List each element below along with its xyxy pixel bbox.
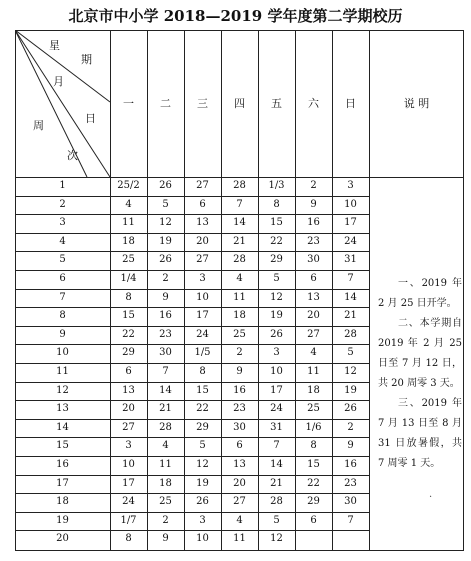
date-cell: 15 (270, 217, 283, 229)
date-cell: 23 (344, 477, 357, 489)
date-cell: 9 (347, 440, 354, 452)
date-cell: 11 (122, 217, 135, 229)
date-cell: 9 (236, 366, 243, 377)
date-cell: 8 (125, 291, 132, 303)
date-cell: 17 (196, 310, 209, 322)
date-cell: 8 (310, 440, 317, 452)
date-cell: 4 (236, 273, 243, 284)
date-cell: 28 (344, 328, 357, 340)
corner-label-ci: 次 (67, 149, 78, 162)
date-cell: 11 (159, 459, 172, 470)
calendar-table (15, 30, 464, 551)
week-number: 11 (56, 366, 69, 377)
date-cell: 19 (196, 477, 209, 489)
date-cell: 31 (270, 421, 283, 433)
date-cell: 12 (344, 366, 357, 377)
date-cell: 10 (196, 291, 209, 303)
week-number: 6 (59, 273, 66, 284)
date-cell: 8 (125, 533, 132, 545)
date-cell: 20 (233, 477, 246, 489)
date-cell: 14 (344, 291, 357, 303)
remark-1: 一、2019 年 2 月 25 日开学。 (378, 278, 462, 309)
page-title: 北京市中小学 2018—2019 学年度第二学期校历 (68, 7, 403, 25)
date-cell: 2 (162, 514, 169, 526)
date-cell: 30 (344, 496, 357, 508)
date-cell: 15 (196, 384, 209, 396)
date-cell: 16 (233, 384, 246, 396)
date-cell (332, 530, 369, 549)
date-cell: 20 (196, 235, 209, 247)
date-cell: 23 (233, 403, 246, 415)
date-cell: 18 (307, 384, 320, 396)
date-cell: 21 (270, 477, 283, 489)
date-cell: 24 (270, 403, 283, 415)
date-cell: 12 (270, 533, 283, 545)
week-number: 4 (59, 235, 66, 247)
date-cell: 3 (125, 440, 132, 452)
date-cell: 26 (270, 328, 283, 340)
date-cell: 5 (273, 273, 280, 284)
date-cell: 24 (196, 328, 209, 340)
date-cell: 15 (122, 310, 135, 322)
date-cell: 11 (233, 533, 246, 545)
date-cell: 29 (122, 347, 135, 359)
date-cell: 19 (159, 235, 172, 247)
date-cell: 2 (347, 421, 354, 433)
date-cell: 18 (159, 477, 172, 489)
date-cell: 25 (233, 328, 246, 340)
date-cell: 2 (162, 273, 169, 284)
date-cell: 12 (159, 217, 172, 229)
week-number: 10 (56, 347, 69, 359)
week-number: 3 (59, 217, 66, 229)
date-cell: 10 (344, 198, 357, 210)
date-cell: 28 (233, 254, 246, 266)
date-cell: 27 (307, 328, 320, 340)
week-number: 8 (59, 310, 66, 322)
date-cell: 29 (307, 496, 320, 508)
date-cell: 27 (196, 254, 209, 266)
date-cell: 21 (344, 310, 357, 322)
date-cell: 11 (307, 366, 320, 377)
date-cell: 21 (159, 403, 172, 415)
day-header-sun: 日 (345, 97, 356, 110)
day-header-thu: 四 (234, 97, 245, 110)
date-cell: 12 (270, 291, 283, 303)
week-number: 13 (56, 403, 69, 415)
date-cell: 13 (233, 459, 246, 470)
date-cell: 30 (159, 347, 172, 359)
date-cell: 28 (159, 421, 172, 433)
date-cell: 20 (307, 310, 320, 322)
date-cell: 28 (233, 180, 246, 191)
date-cell: 30 (233, 421, 246, 433)
remark-header: 说 明 (403, 97, 430, 110)
remarks (378, 274, 462, 474)
date-cell: 18 (122, 235, 135, 247)
date-cell: 29 (270, 254, 283, 266)
week-number: 20 (56, 533, 69, 545)
date-cell: 7 (347, 273, 354, 284)
date-cell: 17 (344, 217, 357, 229)
week-number: 2 (59, 198, 66, 210)
date-cell (295, 530, 332, 549)
date-cell: 1/3 (268, 180, 285, 191)
date-cell: 31 (344, 254, 357, 266)
date-cell: 12 (196, 459, 209, 470)
date-cell: 3 (273, 347, 280, 359)
date-cell: 4 (236, 514, 243, 526)
week-number: 9 (59, 328, 66, 340)
date-cell: 5 (162, 198, 169, 210)
date-cell: 19 (270, 310, 283, 322)
date-cell: 20 (122, 403, 135, 415)
date-cell: 2 (310, 180, 317, 191)
date-cell: 4 (125, 198, 132, 210)
remark-2: 二、本学期自 2019 年 2 月 25 日至 7 月 12 日，共 20 周零 3 天。 (378, 318, 462, 389)
date-cell: 3 (347, 180, 354, 191)
week-number: 16 (56, 459, 69, 470)
day-header-mon: 一 (123, 97, 134, 110)
week-number: 19 (56, 514, 69, 526)
day-header-tue: 二 (160, 97, 171, 110)
date-cell: 16 (307, 217, 320, 229)
date-cell: 25 (159, 496, 172, 508)
date-cell: 8 (199, 366, 206, 377)
date-cell: 8 (273, 198, 280, 210)
week-number: 14 (56, 421, 69, 433)
corner-label-ri: 日 (85, 112, 96, 125)
date-cell: 22 (122, 328, 135, 340)
date-cell: 18 (233, 310, 246, 322)
date-cell: 26 (159, 180, 172, 191)
date-cell: 9 (310, 198, 317, 210)
day-header-sat: 六 (308, 97, 319, 110)
date-cell: 25/2 (117, 180, 140, 191)
date-cell: 27 (196, 180, 209, 191)
week-number: 1 (59, 180, 66, 191)
date-cell: 26 (159, 254, 172, 266)
date-cell: 6 (236, 440, 243, 452)
date-cell: 19 (344, 384, 357, 396)
date-cell: 1/6 (305, 421, 322, 433)
date-cell: 7 (162, 366, 169, 377)
remark-3: 三、2019 年 7 月 13 日至 8 月 31 日放暑假，共 7 周零 1 天。 (378, 398, 462, 469)
date-cell: 26 (344, 403, 357, 415)
date-cell: 23 (307, 235, 320, 247)
date-cell: 13 (196, 217, 209, 229)
date-cell: 15 (307, 459, 320, 470)
date-cell: 1/4 (120, 273, 137, 284)
date-cell: 17 (270, 384, 283, 396)
date-cell: 7 (347, 514, 354, 526)
date-cell: 13 (122, 384, 135, 396)
date-cell: 1/5 (194, 347, 211, 359)
date-cell: 3 (199, 273, 206, 284)
corner-label-zhou: 周 (33, 119, 44, 132)
corner-label-xing: 星 (49, 39, 60, 52)
date-cell: 25 (122, 254, 135, 266)
date-cell: 30 (307, 254, 320, 266)
date-cell: 10 (122, 459, 135, 470)
date-cell: 17 (122, 477, 135, 489)
date-cell: 4 (162, 440, 169, 452)
date-cell: 22 (270, 235, 283, 247)
date-cell: 5 (199, 440, 206, 452)
date-cell: 6 (310, 514, 317, 526)
date-cell: 14 (270, 459, 283, 470)
date-cell: 6 (310, 273, 317, 284)
date-cell: 5 (273, 514, 280, 526)
date-cell: 13 (307, 291, 320, 303)
date-cell: 14 (233, 217, 246, 229)
week-number: 5 (59, 254, 66, 266)
date-cell: 1/7 (120, 514, 137, 526)
date-cell: 5 (347, 347, 354, 359)
week-number: 12 (56, 384, 69, 396)
date-cell: 24 (122, 496, 135, 508)
week-number: 15 (56, 440, 69, 452)
date-cell: 22 (307, 477, 320, 489)
date-cell: 10 (270, 366, 283, 377)
date-cell: 25 (307, 403, 320, 415)
stray-dot: · (429, 492, 433, 503)
date-cell: 7 (273, 440, 280, 452)
week-number: 18 (56, 496, 69, 508)
date-cell: 24 (344, 235, 357, 247)
day-header-fri: 五 (271, 97, 282, 110)
date-cell: 27 (122, 421, 135, 433)
date-cell: 9 (162, 291, 169, 303)
day-header-wed: 三 (197, 97, 208, 110)
date-cell: 23 (159, 328, 172, 340)
date-cell: 6 (125, 366, 132, 377)
date-cell: 11 (233, 291, 246, 303)
date-cell: 27 (233, 496, 246, 508)
date-cell: 21 (233, 235, 246, 247)
date-cell: 9 (162, 533, 169, 545)
date-cell: 3 (199, 514, 206, 526)
week-number: 17 (56, 477, 69, 489)
date-cell: 29 (196, 421, 209, 433)
week-number: 7 (59, 291, 66, 303)
date-cell: 28 (270, 496, 283, 508)
date-cell: 6 (199, 198, 206, 210)
date-cell: 14 (159, 384, 172, 396)
date-cell: 26 (196, 496, 209, 508)
corner-label-qi: 期 (81, 53, 92, 66)
date-cell: 16 (159, 310, 172, 322)
corner-label-yue: 月 (53, 75, 64, 88)
date-cell: 22 (196, 403, 209, 415)
date-cell: 4 (310, 347, 317, 359)
date-cell: 16 (344, 459, 357, 470)
date-cell: 2 (236, 347, 243, 359)
date-cell: 7 (236, 198, 243, 210)
date-cell: 10 (196, 533, 209, 545)
